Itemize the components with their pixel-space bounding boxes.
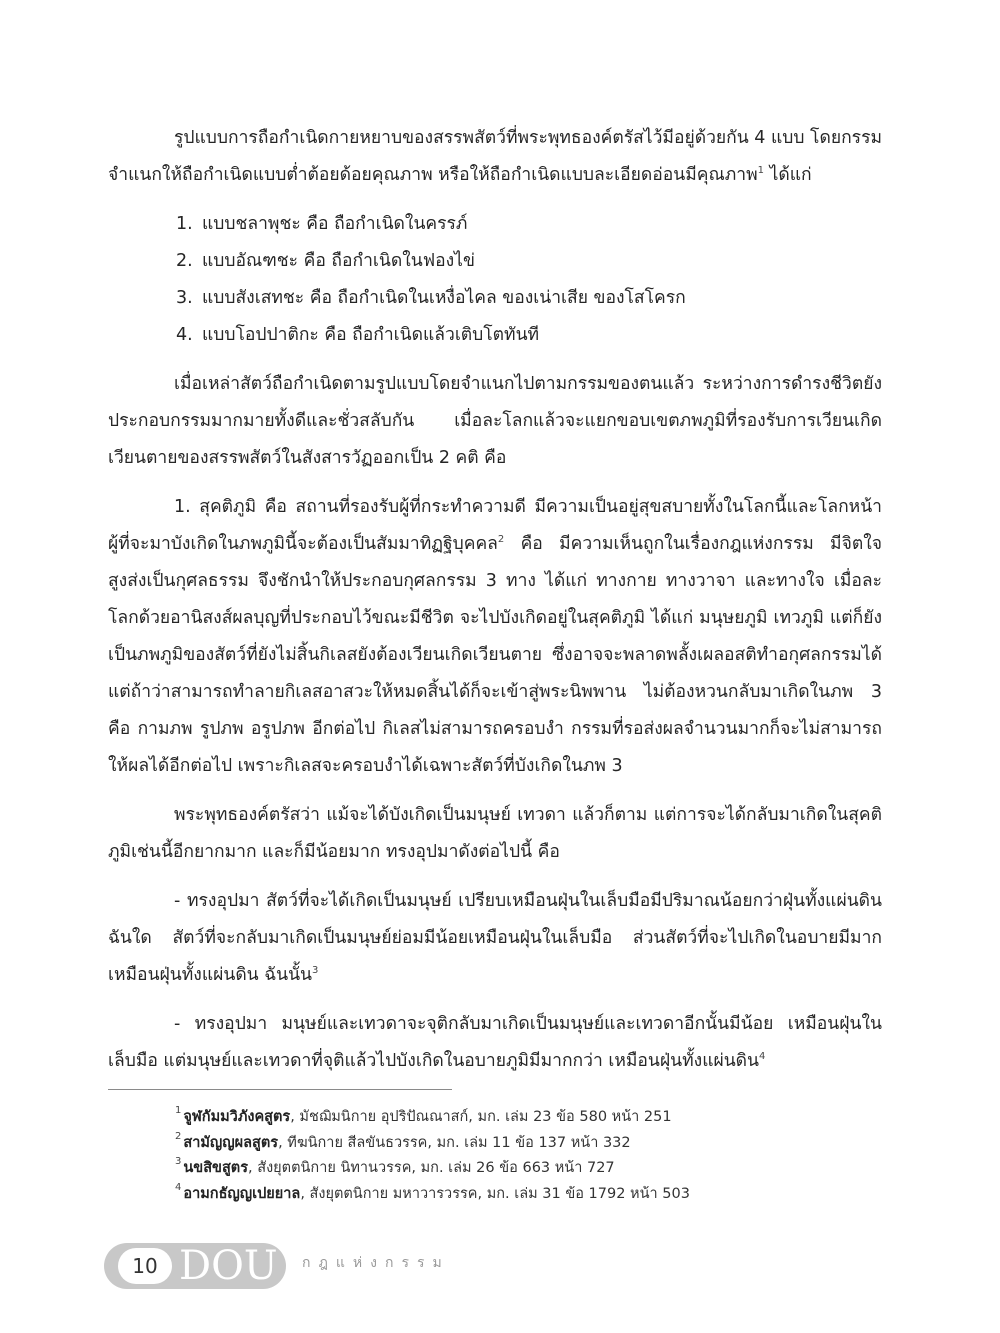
footnote-ref-4[interactable]: 4 [759,1051,766,1062]
footnote-title: นขสิขสูตร [183,1160,249,1176]
footer-badge [104,1243,286,1289]
footnote-item [175,1182,875,1208]
paragraph-simile-1 [108,883,882,994]
footnote-item [175,1131,875,1157]
paragraph-sukhati-text-a: 1. สุคติภูมิ คือ สถานที่รองรับผู้ที่กระทำความดี มีความเป็นอยู่สุขสบายทั้งในโลกนี้และโลกหน้า ผู้ที่จะมาบังเกิดในภพภูมินี้จะต้องเป็นสัมมาทิฏฐิบุคคล [108,497,882,554]
paragraph-intro-text: รูปแบบการถือกำเนิดกายหยาบของสรรพสัตว์ที่พระพุทธองค์ตรัสไว้มีอยู่ด้วยกัน 4 แบบ โดยกรรมจำแนกให้ถือกำเนิดแบบต่ำต้อยด้อยคุณภาพ หรือให้ถือกำเนิดแบบละเอียดอ่อนมีคุณภาพ [108,128,882,185]
paragraph-buddha-said: พระพุทธองค์ตรัสว่า แม้จะได้บังเกิดเป็นมนุษย์ เทวดา แล้วก็ตาม แต่การจะได้กลับมาเกิดในสุคติภูมิเช่นนี้อีกยากมาก และก็มีน้อยมาก ทรงอุปมาดังต่อไปนี้ คือ [108,805,882,862]
footnote-item [175,1105,875,1131]
footnote-citation: , สังยุตตนิกาย มหาวารวรรค, มก. เล่ม 31 ข้อ 1792 หน้า 503 [300,1185,690,1202]
list-item-text: แบบอัณฑชะ คือ ถือกำเนิดในฟองไข่ [202,251,475,271]
list-item-number: 1. [176,214,193,234]
list-item [108,280,882,317]
footnote-ref-1[interactable]: 1 [757,165,765,176]
list-item-number: 4. [176,325,193,345]
footnotes [175,1105,875,1207]
footnote-title: จูฬกัมมวิภังคสูตร [183,1109,291,1125]
paragraph-sukhati-text-b: คือ มีความเห็นถูกในเรื่องกฎแห่งกรรม มีจิตใจสูงส่งเป็นกุศลธรรม จึงชักนำให้ประกอบกุศลกรรม 3 ทาง ได้แก่ ทางกาย ทางวาจา และทางใจ เมื่อละโลกด้วยอานิสงส์ผลบุญที่ประกอบไว้ขณะมีชีวิต จะไปบังเกิดอยู่ในสุคติภูมิ ได้แก่ มนุษยภูมิ เทวภูมิ แต่ก็ยังเป็นภพภูมิของสัตว์ที่ยังไม่สิ้นกิเลสยังต้องเวียนเกิดเวียนตาย ซึ่งอาจจะพลาดพลั้งเผลอสติทำอกุศลกรรมได้ แต่ถ้าว่าสามารถทำลายกิเลสอาสวะให้หมดสิ้นได้ก็จะเข้าสู่พระนิพพาน ไม่ต้องหวนกลับมาเกิดในภพ 3 คือ กามภพ รูปภพ อรูปภพ อีกต่อไป กิเลสไม่สามารถครอบงำ กรรมที่รอส่งผลจำนวนมากก็จะไม่สามารถให้ผลได้อีกต่อไป เพราะกิเลสจะครอบงำได้เฉพาะสัตว์ที่บังเกิดในภพ 3 [108,534,882,776]
footnote-citation: , มัชฌิมนิกาย อุปริปัณณาสก์, มก. เล่ม 23 ข้อ 580 หน้า 251 [290,1109,672,1125]
body-text [108,120,882,1092]
paragraph-simile-1-text: - ทรงอุปมา สัตว์ที่จะได้เกิดเป็นมนุษย์ เปรียบเหมือนฝุ่นในเล็บมือมีปริมาณน้อยกว่าฝุ่นทั้งแผ่นดินฉันใด สัตว์ที่จะกลับมาเกิดเป็นมนุษย์ย่อมมีน้อยเหมือนฝุ่นในเล็บมือ ส่วนสัตว์ที่จะไปเกิดในอบายมีมากเหมือนฝุ่นทั้งแผ่นดิน ฉันนั้น [108,891,882,985]
footnote-ref-2[interactable]: 2 [497,534,505,545]
footnote-ref-3[interactable]: 3 [312,965,319,976]
list-item [108,317,882,354]
paragraph-simile-2 [108,1006,882,1080]
list-item-text: แบบชลาพุชะ คือ ถือกำเนิดในครรภ์ [202,214,468,234]
list-item-text: แบบสังเสทชะ คือ ถือกำเนิดในเหงื่อไคล ของเน่าเสีย ของโสโครก [202,288,686,308]
footnote-title: สามัญญผลสูตร [183,1134,279,1151]
list-item-text: แบบโอปปาติกะ คือ ถือกำเนิดแล้วเติบโตทันที [202,325,540,345]
paragraph-two-realms: เมื่อเหล่าสัตว์ถือกำเนิดตามรูปแบบโดยจำแนกไปตามกรรมของตนแล้ว ระหว่างการดำรงชีวิตยังประกอบกรรมมากมายทั้งดีและชั่วสลับกัน เมื่อละโลกแล้วจะแยกขอบเขตภพภูมิที่รองรับการเวียนเกิดเวียนตายของสรรพสัตว์ในสังสารวัฏออกเป็น 2 คติ คือ [108,374,882,468]
footnote-title: อามกธัญญเปยยาล [183,1185,301,1202]
footnote-divider [108,1089,452,1090]
paragraph-simile-2-text: - ทรงอุปมา มนุษย์และเทวดาจะจุติกลับมาเกิดเป็นมนุษย์และเทวดาอีกนั้นมีน้อย เหมือนฝุ่นในเล็บมือ แต่มนุษย์และเทวดาที่จุติแล้วไปบังเกิดในอบายภูมิมีมากกว่า เหมือนฝุ่นทั้งแผ่นดิน [108,1014,882,1071]
running-title: กฎแห่งกรรม [302,1255,450,1271]
page-number: 10 [118,1248,172,1284]
brand-logo-text: DOU [179,1243,278,1289]
footnote-citation: , ทีฆนิกาย สีลขันธวรรค, มก. เล่ม 11 ข้อ 137 หน้า 332 [278,1134,631,1151]
paragraph-intro [108,120,882,194]
list-item [108,206,882,243]
paragraph-intro-tail: ได้แก่ [764,165,812,185]
birth-types-list [108,206,882,354]
footnote-item [175,1156,875,1182]
list-item [108,243,882,280]
footnote-citation: , สังยุตตนิกาย นิทานวรรค, มก. เล่ม 26 ข้อ 663 หน้า 727 [248,1160,615,1176]
paragraph-sukhati [108,489,882,785]
footnote-number: 2 [175,1130,182,1142]
footnote-number: 1 [175,1105,182,1116]
list-item-number: 2. [176,251,193,271]
footnote-number: 3 [175,1156,182,1167]
list-item-number: 3. [176,288,193,308]
footnote-number: 4 [175,1181,182,1193]
